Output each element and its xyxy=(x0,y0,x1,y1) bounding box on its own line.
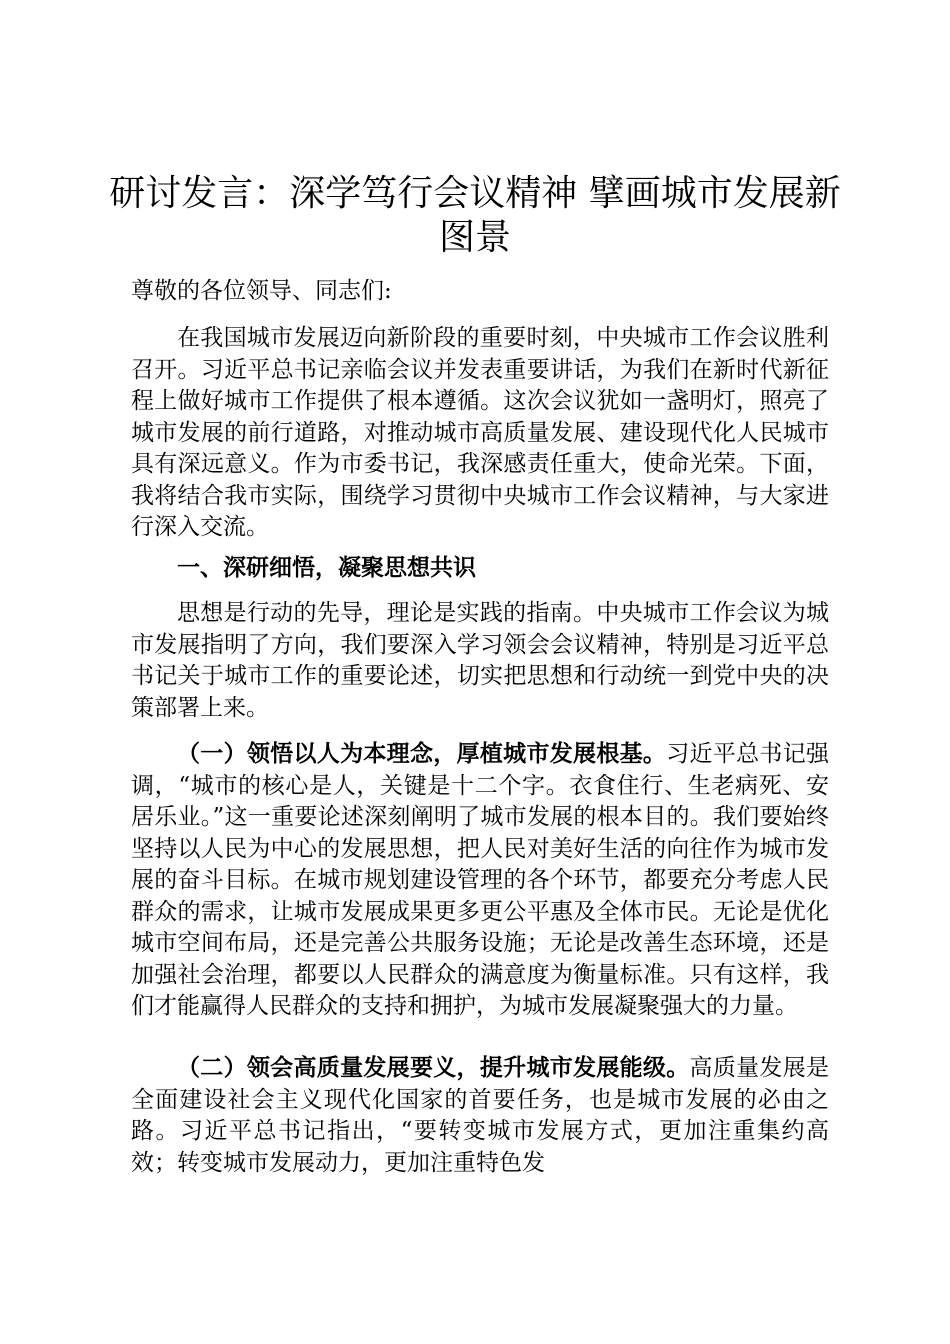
intro-paragraph: 在我国城市发展迈向新阶段的重要时刻，中央城市工作会议胜利召开。习近平总书记亲临会议并发表重要讲话，为我们在新时代新征程上做好城市工作提供了根本遵循。这次会议犹如一盏明灯，照亮了城市发展的前行道路，对推动城市高质量发展、建设现代化人民城市具有深远意义。作为市委书记，我深感责任重大，使命光荣。下面，我将结合我市实际，围绕学习贯彻中央城市工作会议精神，与大家进行深入交流。 xyxy=(131,325,829,540)
section-1-text: 思想是行动的先导，理论是实践的指南。中央城市工作会议为城市发展指明了方向，我们要深入学习领会会议精神，特别是习近平总书记关于城市工作的重要论述，切实把思想和行动统一到党中央的决策部署上来。 xyxy=(131,600,829,721)
item-1-lead: （一）领悟以人为本理念，厚植城市发展根基。 xyxy=(177,740,667,767)
section-1-paragraph xyxy=(131,598,829,724)
greeting: 尊敬的各位领导、同志们: xyxy=(131,278,392,304)
document-title: 研讨发言：深学笃行会议精神 擘画城市发展新图景 xyxy=(109,173,841,258)
item-1-paragraph xyxy=(131,738,829,1023)
item-1-body: 习近平总书记强调，“城市的核心是人，关键是十二个字。衣食住行、生老病死、安居乐业。”这一重要论述深刻阐明了城市发展的根本目的。我们要始终坚持以人民为中心的发展思想，把人民对美好生活的向往作为城市发展的奋斗目标。在城市规划建设管理的各个环节，都要充分考虑人民群众的需求，让城市发展成果更多更公平惠及全体市民。无论是优化城市空间布局，还是完善公共服务设施；无论是改善生态环境，还是加强社会治理，都要以人民群众的满意度为衡量标准。只有这样，我们才能赢得人民群众的支持和拥护，为城市发展凝聚强大的力量。 xyxy=(131,741,830,1019)
item-2-lead: （二）领会高质量发展要义，提升城市发展能级。 xyxy=(177,1054,690,1081)
item-2-body: 高质量发展是全面建设社会主义现代化国家的首要任务，也是城市发展的必由之路。习近平总书记指出，“要转变城市发展方式，更加注重集约高效；转变城市发展动力，更加注重特色发 xyxy=(131,1055,830,1176)
section-heading-1: 一、深研细悟，凝聚思想共识 xyxy=(177,554,476,581)
item-2-paragraph xyxy=(131,1052,829,1179)
